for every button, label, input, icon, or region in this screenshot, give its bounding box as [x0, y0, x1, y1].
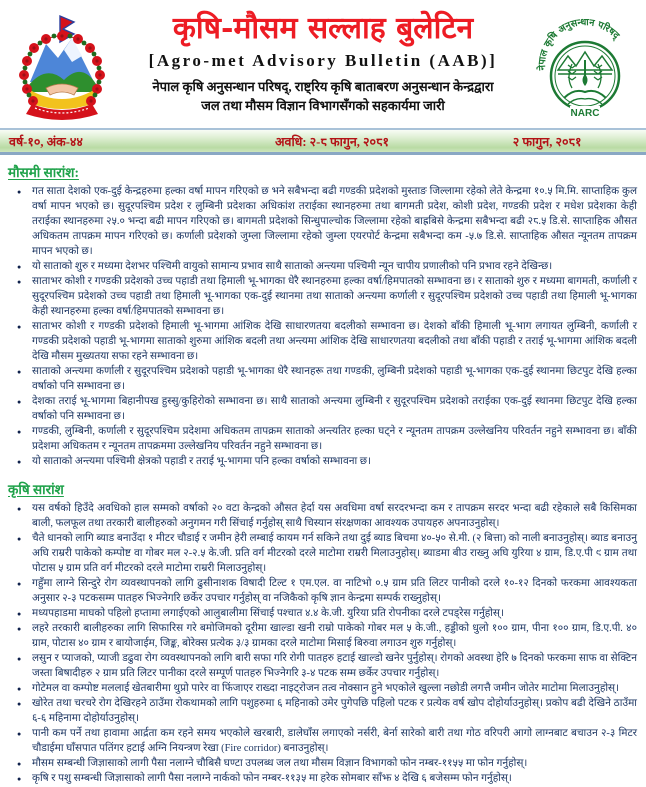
bullet-item: ● यस वर्षको हिउँदे अवधिको हाल सम्मको वर्षाको २० वटा केन्द्रको औसत हेर्दा यस अवधिमा वर्षा सरदरभन्दा कम र तापक्रम सरदर भन्दा बढी रहेकाले सबै किसिमका बाली, फलफूल तथा तरकारी बालीहरुको अनुगमन गरी सिंचाई गर्नुहोस् साथै चिस्यान संरक्षणका आवश्यक उपायहरु अपनाउनुहोस्। [8, 501, 638, 531]
nepal-emblem-logo [8, 12, 116, 122]
bullet-item: ● गण्डकी, लुम्बिनी, कर्णाली र सुदूरपश्चिम प्रदेशमा अधिकतम तापक्रम साताको अन्त्यतिर हल्का घट्ने र न्यूनतम तापक्रम उल्लेखनिय परिवर्तन नहुने सम्भावना छ। बाँकी प्रदेशमा अधिकतम र न्यूनतम तापक्रममा उल्लेखनिय परिवर्तन नहुने सम्भावना छ। [8, 424, 638, 454]
bullet-item: ● साताभर कोशी र गण्डकी प्रदेशको उच्च पहाडी तथा हिमाली भू-भागका धेरै स्थानहरुमा हल्का वर्षा/हिमपातको सम्भावना छ। र साताको शुरु र मध्यमा बागमती, कर्णाली र सुदूरपश्चिम प्रदेशको उच्च पहाडी तथा हिमाली भू-भागका एक-दुई स्थानमा तथा साताको अन्त्यमा कर्णाली र सुदूरपश्चिम प्रदेशको उच्च पहाडी तथा हिमाली भू-भागका केही स्थानहरुमा हल्का वर्षा/हिमपातको सम्भावना छ। [8, 274, 638, 319]
weather-summary-list [8, 184, 638, 469]
narc-arc-text: नेपाल कृषि अनुसन्धान परिषद् [536, 17, 622, 71]
bulletin-header [0, 0, 646, 128]
bullet-item: ● कृषि र पशु सम्बन्धी जिज्ञासाको लागी पैसा नलाग्ने नार्कको फोन नम्बर-११३५ मा हरेक सोमबार साँझ ४ देखि ६ बजेसम्म फोन गर्नुहोस्। [8, 771, 638, 786]
issue-info-bar [0, 128, 646, 155]
weather-summary-heading: मौसमी सारांश: [8, 165, 79, 180]
header-titles [120, 12, 526, 114]
issue-volume: वर्ष-१०, अंक-४४ [9, 134, 83, 149]
page-subtitle: [Agro-met Advisory Bulletin (AAB)] [148, 51, 498, 70]
bullet-item: ● चैते धानको लागि ब्याड बनाउँदा १ मीटर चौडाई र जमीन हेरी लम्बाई कायम गर्न सकिने तथा दुई ब्याड बिचमा ४०-५० से.मी. (२ बित्ता) को नाली बनाउनुहोस्। ब्याड बनाउनु अघि राम्ररी पाकेको कम्पोष्ट वा गोबर मल २-२.५ के.जी. प्रति वर्ग मीटरको दरले माटोमा राम्ररी मिलाउनुहोस्। ब्याडमा बीउ राख्नु अघि युरिया ४ ग्राम, डि.ए.पी ९ ग्राम तथा पोटास ५ ग्राम प्रति वर्ग मीटरको दरले माटोमा राम्ररी मिलाउनुहोस्। [8, 531, 638, 576]
bullet-item: ● पानी कम पर्ने तथा हावामा आर्द्रता कम रहने समय भएकोले खरबारी, डालेघाँस लगाएको नर्सरी, बेर्ना सारेको बारी तथा गोठ वरिपरी आगो लाग्नबाट बचाउन २-३ मिटर चौडाईमा घाँसपात पतिंगर हटाई अग्नि नियन्त्रण रेखा (Fire corridor) बनाउनुहोस्। [8, 726, 638, 756]
bullet-item: ● साताभर कोशी र गण्डकी प्रदेशको हिमाली भू-भागमा आंशिक देखि साधारणतया बदलीको सम्भावना छ। देशको बाँकी हिमाली भू-भाग लगायत लुम्बिनी, कर्णाली र गण्डकी प्रदेशको पहाडी भू-भागमा साताको शुरुमा आंशिक बदली तथा अन्त्यमा आंशिक देखि साधारणतया बदलीको तथा बाँकी पहाडी र तराई भू-भागमा आंशिक बदली देखि मौसम मुख्यतया सफा रहने सम्भावना छ। [8, 319, 638, 364]
org-line-1: नेपाल कृषि अनुसन्धान परिषद्, राष्ट्रिय कृषि बाताबरण अनुसन्धान केन्द्रद्वारा [152, 79, 494, 94]
bullet-item: ● यो साताको अन्त्यमा पश्चिमी क्षेत्रको पहाडी र तराई भू-भागमा पनि हल्का वर्षाको सम्भावना छ। [8, 454, 638, 469]
bullet-item: ● गत साता देशको एक-दुई केन्द्रहरुमा हल्का वर्षा मापन गरिएको छ भने सबैभन्दा बढी गण्डकी प्रदेशको मुस्ताङ जिल्लामा रहेको लेते केन्द्रमा १०.५ मि.मि. साप्ताहिक कुल वर्षा मापन भएको छ। सुदूरपश्चिम प्रदेश र लुम्बिनी प्रदेशका अधिकांश तराईका स्थानहरुमा तथा बागमती प्रदेश, कोशी प्रदेश, गण्डकी प्रदेश र मधेश प्रदेशका केही तराईका स्थानहरुमा २५.० भन्दा बढी मापन गरिएको छ। बागमती प्रदेशको सिन्धुपाल्चोक जिल्लामा रहेको बाह्रबिसे केन्द्रमा सबैभन्दा बढी २८.५ डि.से. साप्ताहिक औसत अधिकतम तापक्रम मापन गरिएको छ। कर्णाली प्रदेशको जुम्ला जिल्लामा रहेको जुम्ला एयरपोर्ट केन्द्रमा सबैभन्दा कम -५.७ डि.से. साप्ताहिक औसत न्यूनतम तापक्रम मापन भएको छ। [8, 184, 638, 259]
bullet-item: ● मौसम सम्बन्धी जिज्ञासाको लागी पैसा नलाग्ने चौबिसै घण्टा उपलब्ध जल तथा मौसम विज्ञान विभागको फोन नम्बर-११५५ मा फोन गर्नुहोस्। [8, 756, 638, 771]
org-line-2: जल तथा मौसम विज्ञान विभागसँगको सहकार्यमा जारी [201, 98, 445, 113]
bulletin-body [0, 155, 646, 786]
bullet-item: ● खोरेत तथा चरचरे रोग देखिरहने ठाउँमा रोकथामको लागि पशुहरुमा ६ महिनाको उमेर पुगेपछि पहिलो पटक र प्रत्येक वर्ष खोप दोहोर्याउनुहोस्। प्रकोप बढी देखिने ठाउँमा ६-६ महिनामा दोहोर्याउनुहोस्। [8, 696, 638, 726]
narc-label: NARC [570, 108, 600, 119]
bullet-item: ● गोटेमल वा कम्पोष्ट मललाई खेतबारीमा थुप्रो पारेर वा फिंजाएर राख्दा नाइट्रोजन तत्व नोक्सान हुने भएकोले खुल्ला नछोडी लगत्तै जमीन जोतेर माटोमा मिलाउनुहोस्। [8, 681, 638, 696]
page-title: कृषि-मौसम सल्लाह बुलेटिन [172, 11, 474, 46]
agriculture-summary-heading: कृषि सारांश [8, 482, 64, 497]
bullet-item: ● साताको अन्त्यमा कर्णाली र सुदूरपश्चिम प्रदेशको पहाडी भू-भागका धेरै स्थानहरू तथा गण्डकी, लुम्बिनी प्रदेशको पहाडी भू-भागका एक-दुई स्थानमा छिटपुट देखि हल्का वर्षाको पनि सम्भावना छ। [8, 364, 638, 394]
bullet-item: ● देशका तराई भू-भागमा बिहानीपख हुस्सु/कुहिरोको सम्भावना छ। साथै साताको अन्त्यमा लुम्बिनी र सुदूरपश्चिम प्रदेशको तराईका एक-दुई स्थानमा छिटपुट देखि हल्का वर्षाको पनि सम्भावना छ। [8, 394, 638, 424]
narc-logo [534, 8, 636, 124]
narc-logo-icon [534, 8, 636, 124]
agriculture-summary-list [8, 501, 638, 786]
bullet-item: ● लसुन र प्याजको, प्याजी डढुवा रोग व्यवस्थापनको लागि बारी सफा गरि रोगी पातहरु हटाई खाल्डो खनेर पुर्नुहोस्। रोगको अवस्था हेरि ७ दिनको फरकमा साफ वा सेक्टिन जस्ता बिषादीहरु २ ग्राम प्रति लिटर पानीका दरले सम्पूर्ण पातहरु भिज्नेगरि ३-४ पटक सम्म छर्केर उपचार गर्नुहोस्। [8, 651, 638, 681]
bullet-item: ● यो साताको शुरु र मध्यमा देशभर पश्चिमी वायुको सामान्य प्रभाव साथै साताको अन्त्यमा पश्चिमी न्यून चापीय प्रणालीको पनि प्रभाव रहने देखिन्छ। [8, 259, 638, 274]
nepal-emblem-icon [8, 12, 116, 122]
bullet-item: ● मध्यपहाडमा माघको पहिलो हप्तामा लगाईएको आलुबालीमा सिंचाई पश्चात ४.४ के.जी. युरिया प्रति रोपनीका दरले टपड्रेस गर्नुहोस्। [8, 606, 638, 621]
bullet-item: ● गहुँमा लाग्ने सिन्दुरे रोग व्यवस्थापनको लागि ढुसीनाशक विषादी टिल्ट १ एम.एल. वा नाटिभो ०.५ ग्राम प्रति लिटर पानीको दरले १०-१२ दिनको फरकमा आवश्यकता अनुसार २-३ पटकसम्म पातहरु भिज्नेगरि छर्केर उपचार गर्नुहोस् वा नजिकैको कृषि ज्ञान केन्द्रमा सम्पर्क राख्नुहोस्। [8, 576, 638, 606]
bullet-item: ● लहरे तरकारी बालीहरुका लागि सिफारिस गरे बमोजिमको दूरीमा खाल्डा खनी राम्रो पाकेको गोबर मल ५ के.जी., हड्डीको धुलो १०० ग्राम, पीना १०० ग्राम, डि.ए.पी. ४० ग्राम, पोटास ४० ग्राम र बायोजाईम, जिङ्क, बोरेक्स प्रत्येक ३/३ ग्रामका दरले माटोमा मिसाई बिरुवा लगाउन शुरु गर्नुहोस्। [8, 621, 638, 651]
issue-period: अवधि: २-८ फागुन, २०८१ [274, 134, 390, 149]
issue-date: २ फागुन, २०८१ [512, 134, 582, 149]
